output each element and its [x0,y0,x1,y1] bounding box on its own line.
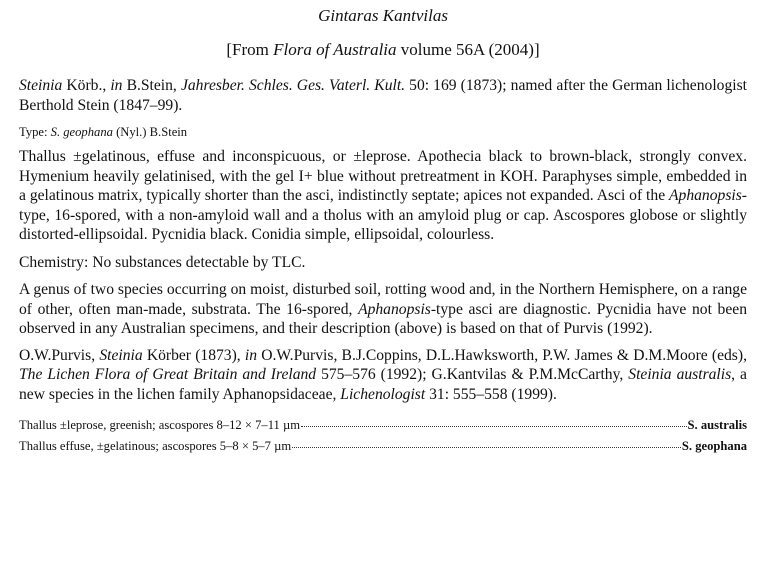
source-open: [From [226,40,274,59]
source-work: Flora of Australia [273,40,397,59]
genus-notes-paragraph [19,280,747,339]
key-row [19,414,747,435]
ref-r2: Körber (1873), [142,346,245,364]
description-aphanopsis: Aphanopsis [669,187,742,204]
ref-steinia: Steinia [99,346,143,364]
ref-journal: Lichenologist [340,385,426,403]
description-part1: Thallus ±gelatinous, effuse and inconspicuous, or ±leprose. Apothecia black to brown-black, strongly convex. Hymenium heavily gelatinised, with the gel I+ blue without pretreatment in KOH. Paraphyses simple, embedded in a gelatinous matrix, typically shorter than the asci, indistinctly septate; apices not expanded. Asci of the [19,148,747,204]
type-label: Type: [19,125,51,139]
genus-authority: Körb., [62,77,111,94]
identification-key [19,414,747,456]
ref-species: Steinia australis [628,366,732,383]
key-taxon: S. australis [687,418,747,432]
description-part2: -type, 16-spored, with a non-amyloid wall and a tholus with an amyloid plug or cap. Ascospores globose or slightly distorted-ellipsoidal. Pycnidia black. Conidia simple, ellipsoidal, colourless. [19,187,747,243]
description-paragraph [19,147,747,245]
ref-r5: , a new species in the lichen family Aphanopsidaceae, [19,366,747,403]
author-name: Gintaras Kantvilas [318,6,448,25]
key-row [19,435,747,456]
key-leader-dots [301,412,686,427]
ref-r3: O.W.Purvis, B.J.Coppins, D.L.Hawksworth, P.W. James & D.M.Moore (eds), [257,346,747,364]
source-rest: volume 56A (2004)] [396,40,540,59]
source-citation [19,38,747,62]
type-authority: (Nyl.) B.Stein [112,125,188,139]
genus-reference-rest: 50: 169 (1873); named after the German lichenologist Berthold Stein (1847–99). [19,77,747,114]
genus-in: in [110,77,123,94]
key-lead-text: Thallus effuse, ±gelatinous; ascospores 5–8 × 5–7 µm [19,439,292,453]
key-leader-dots [292,433,681,448]
genus-publication-author: B.Stein, [122,77,181,94]
treatment-page [0,4,764,584]
type-species: S. geophana [50,125,113,139]
genus-reference [19,76,747,115]
key-lead-text: Thallus ±leprose, greenish; ascospores 8–12 × 7–11 µm [19,418,301,432]
ref-r4: 575–576 (1992); G.Kantvilas & P.M.McCarthy, [316,366,629,383]
genus-journal: Jahresber. Schles. Ges. Vaterl. Kult. [180,77,406,94]
ref-in: in [244,346,258,364]
key-taxon: S. geophana [681,439,747,453]
genus-name: Steinia [19,77,63,94]
references-paragraph [19,346,747,405]
chemistry-paragraph: Chemistry: No substances detectable by TLC. [19,253,306,271]
ref-r6: 31: 555–558 (1999). [425,385,557,403]
genus-notes-part1: A genus of two species occurring on moist, disturbed soil, rotting wood and, in the Northern Hemisphere, on a range of other, often man-made, substrata. The 16-spored, [19,281,747,318]
genus-notes-aphanopsis: Aphanopsis [358,300,431,318]
genus-notes-part2: -type asci are diagnostic. Pycnidia have not been observed in any Australian specimens, and their description (above) is based on that of Purvis (1992). [19,300,747,337]
ref-book-title: The Lichen Flora of Great Britain and Ireland [19,366,317,383]
type-line [19,124,747,140]
ref-r1: O.W.Purvis, [19,346,100,364]
